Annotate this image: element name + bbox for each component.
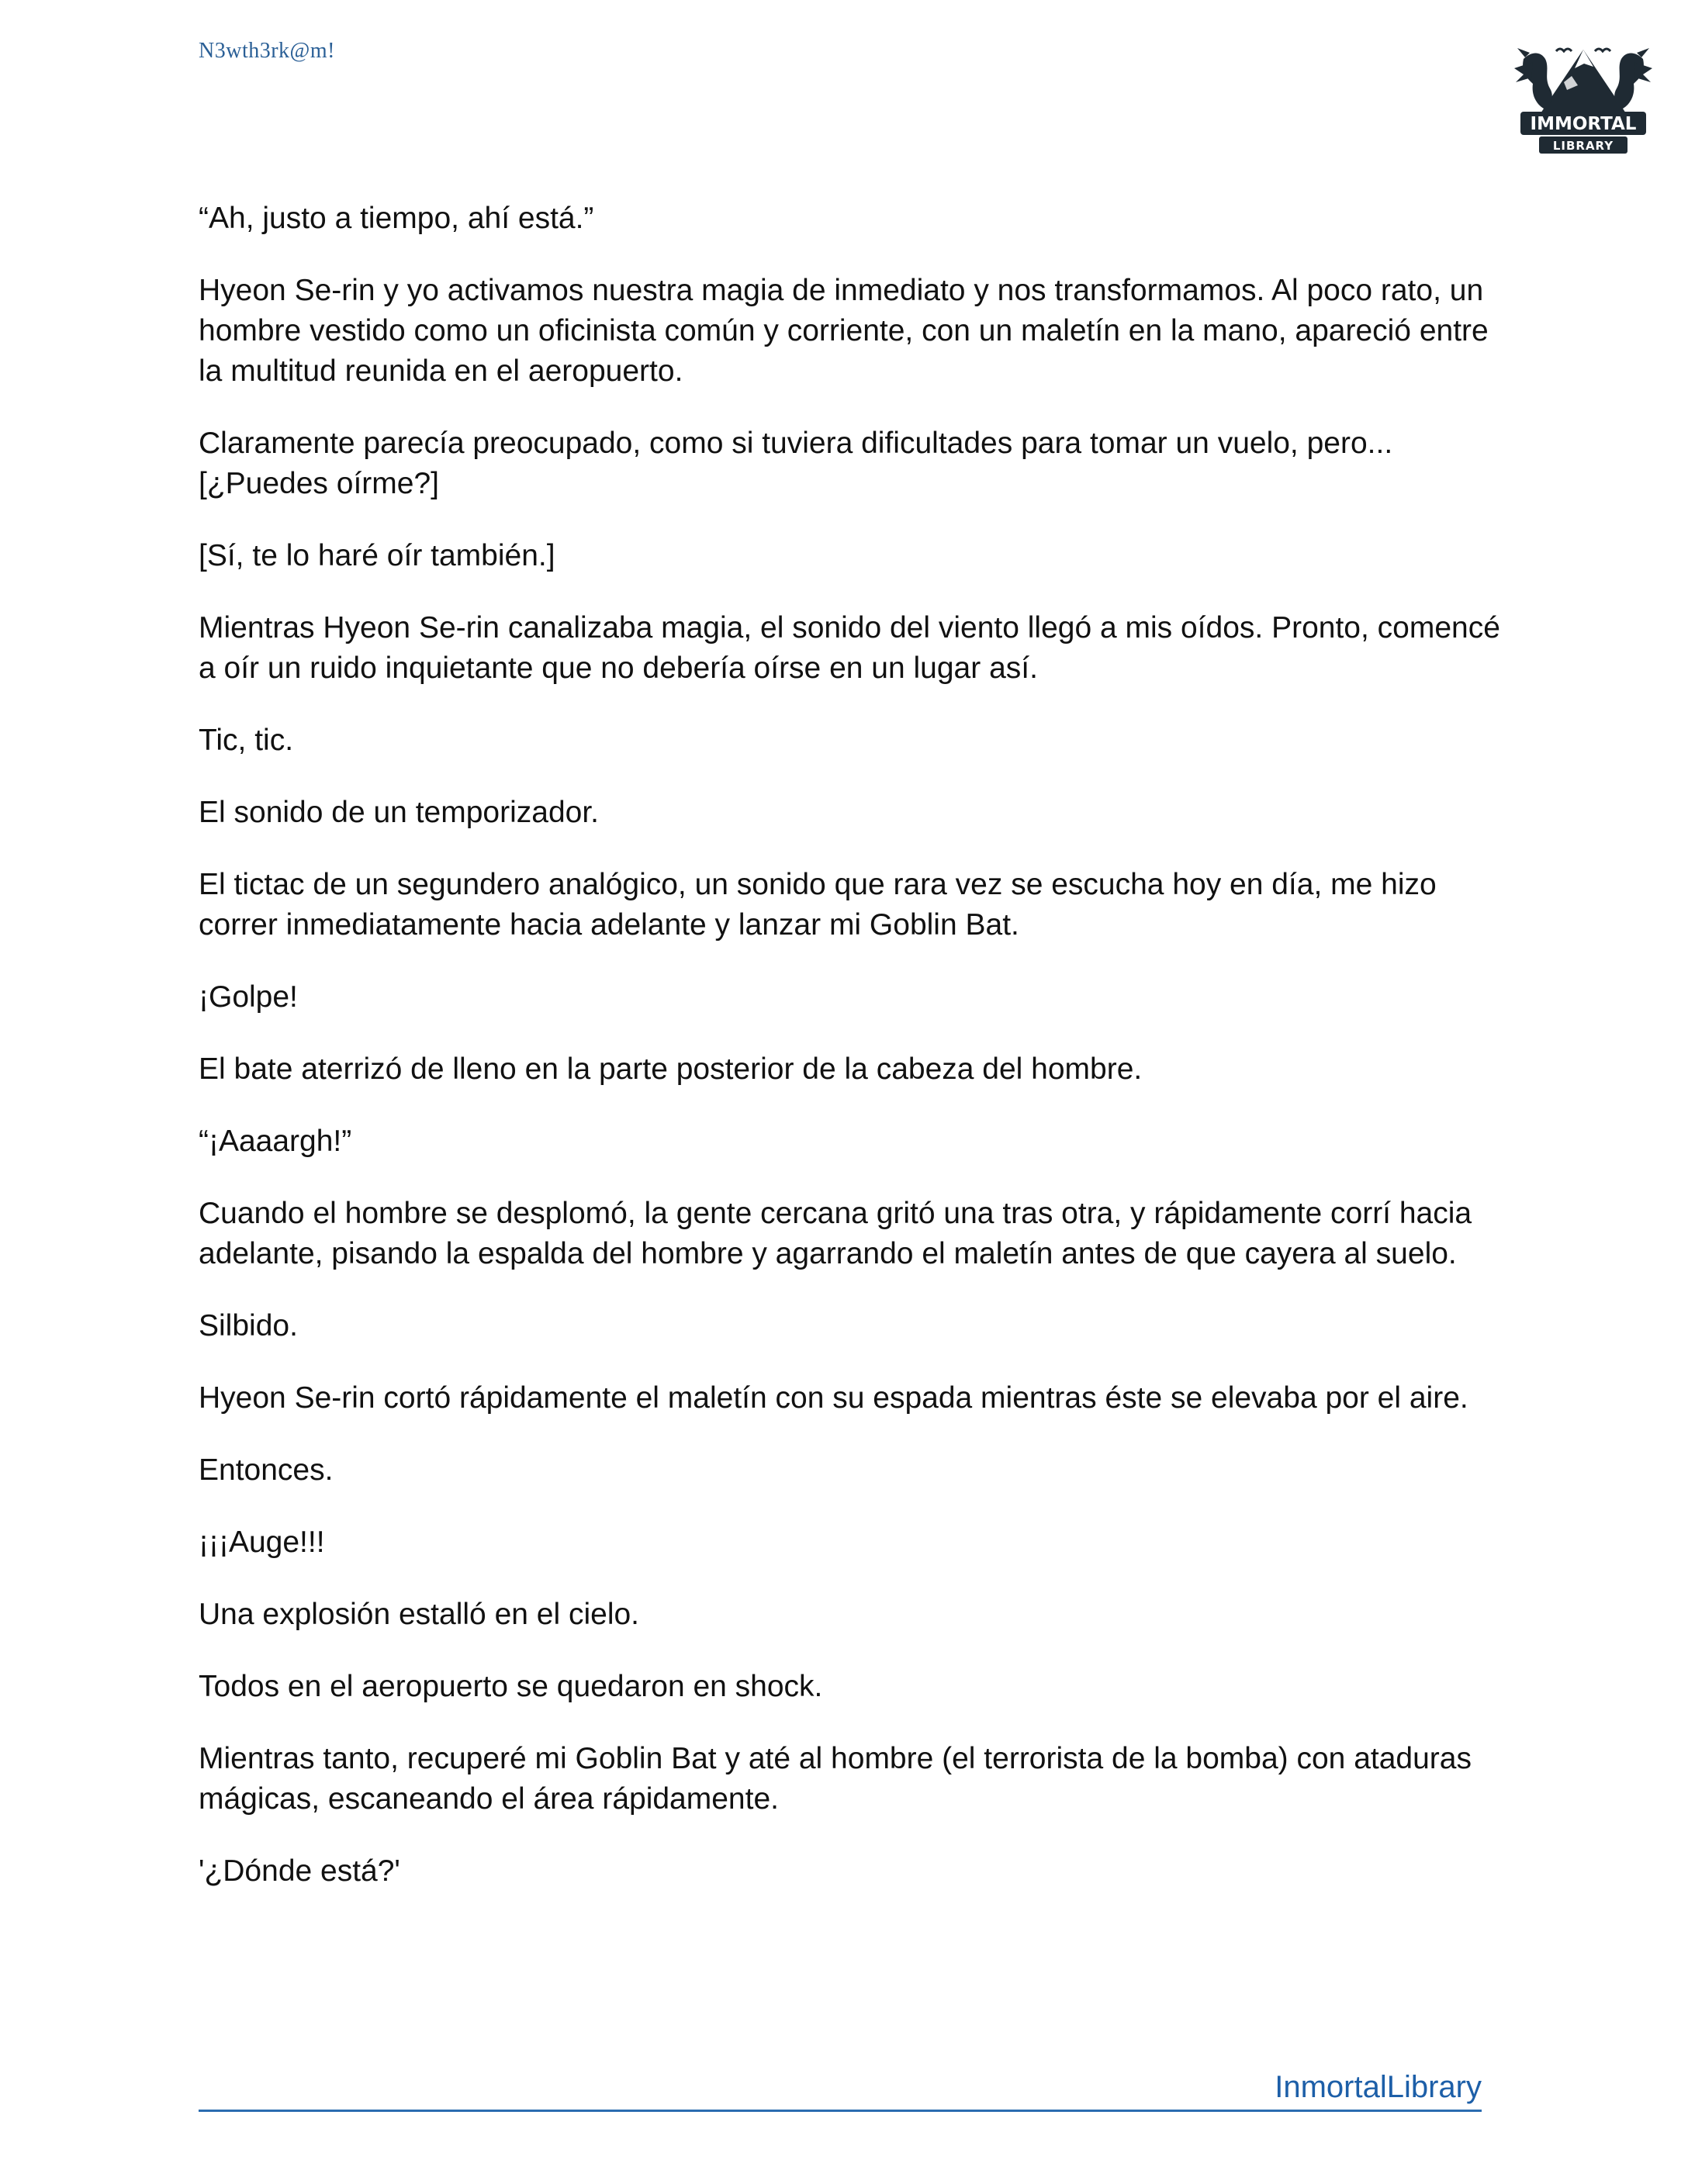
- paragraph: Silbido.: [199, 1309, 298, 1343]
- paragraph: [Sí, te lo haré oír también.]: [199, 539, 555, 572]
- paragraph: El bate aterrizó de lleno en la parte posterior de la cabeza del hombre.: [199, 1052, 1143, 1086]
- paragraph: Cuando el hombre se desplomó, la gente cercana gritó una tras otra, y rápidamente corrí hacia adelante, pisando la espalda del hombre y agarrando el maletín antes de que cayera al suelo.: [199, 1197, 1472, 1270]
- paragraph: Todos en el aeropuerto se quedaron en shock.: [199, 1670, 823, 1703]
- paragraph: “¡Aaaargh!”: [199, 1125, 352, 1158]
- paragraph: El sonido de un temporizador.: [199, 796, 599, 829]
- paragraph: Tic, tic.: [199, 724, 294, 757]
- paragraph: Hyeon Se-rin y yo activamos nuestra magia de inmediato y nos transformamos. Al poco rato, un hombre vestido como un oficinista común y corriente, con un maletín en la mano, apareció entre la multitud reunida en el aeropuerto.: [199, 274, 1489, 388]
- footer-rule: [199, 2061, 1482, 2112]
- paragraph: ¡¡¡Auge!!!: [199, 1526, 325, 1559]
- document-body: [199, 199, 1502, 1923]
- footer-link[interactable]: InmortalLibrary: [1275, 2070, 1482, 2104]
- paragraph: Una explosión estalló en el cielo.: [199, 1598, 640, 1631]
- logo-line1-text: IMMORTAL: [1530, 114, 1637, 134]
- paragraph: ¡Golpe!: [199, 980, 298, 1014]
- paragraph: Hyeon Se-rin cortó rápidamente el maletín con su espada mientras éste se elevaba por el aire.: [199, 1381, 1468, 1415]
- paragraph: Mientras Hyeon Se-rin canalizaba magia, el sonido del viento llegó a mis oídos. Pronto, comencé a oír un ruido inquietante que no debería oírse en un lugar así.: [199, 611, 1500, 685]
- paragraph: Entonces.: [199, 1453, 334, 1487]
- paragraph: El tictac de un segundero analógico, un sonido que rara vez se escucha hoy en día, me hizo correr inmediatamente hacia adelante y lanzar mi Goblin Bat.: [199, 868, 1437, 942]
- paragraph: Claramente parecía preocupado, como si tuviera dificultades para tomar un vuelo, pero... [¿Puedes oírme?]: [199, 427, 1393, 500]
- watermark-text: N3wth3rk@m!: [199, 39, 335, 63]
- paragraph: “Ah, justo a tiempo, ahí está.”: [199, 202, 594, 235]
- immortal-library-logo: [1510, 28, 1657, 160]
- paragraph: Mientras tanto, recuperé mi Goblin Bat y até al hombre (el terrorista de la bomba) con ataduras mágicas, escaneando el área rápidamente.: [199, 1742, 1472, 1816]
- paragraph: '¿Dónde está?': [199, 1854, 400, 1888]
- logo-line2-text: LIBRARY: [1552, 139, 1614, 153]
